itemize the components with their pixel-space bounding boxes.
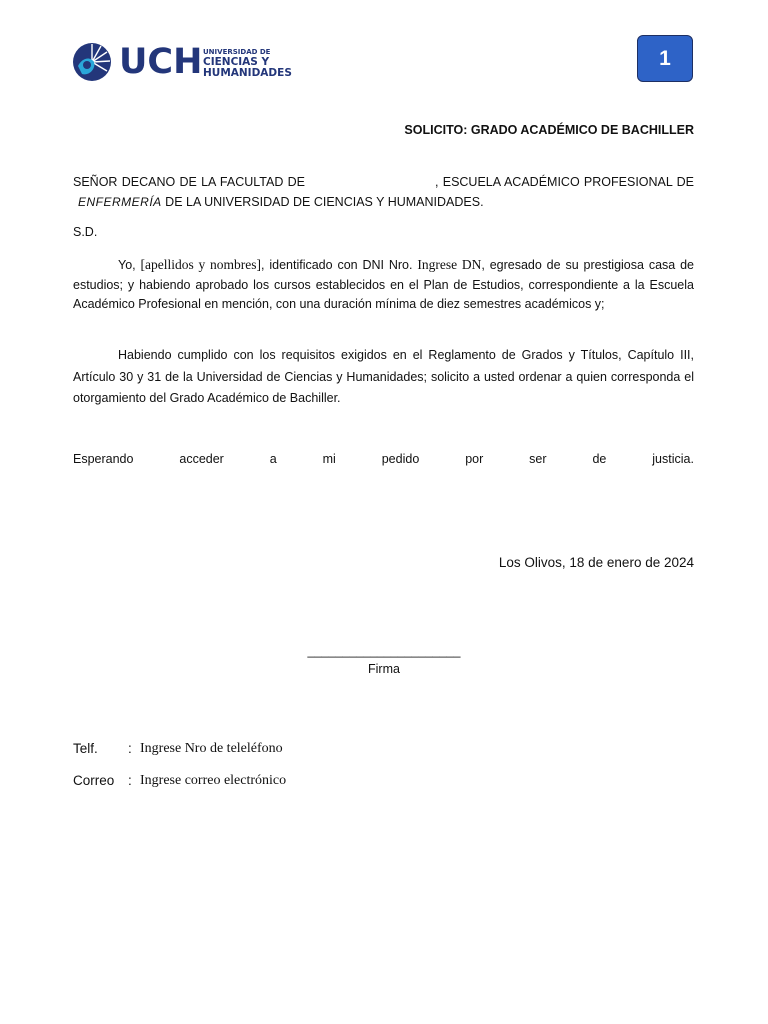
closing-word: justicia.: [652, 452, 694, 466]
addressee-paragraph: [73, 173, 694, 212]
body-paragraph-1: [73, 255, 694, 315]
addressee-text-b: , ESCUELA ACADÉMICO PROFESIONAL DE: [435, 175, 694, 189]
university-logo: [72, 42, 302, 86]
addressee-text-c: DE LA UNIVERSIDAD DE CIENCIAS Y HUMANIDADES.: [165, 194, 484, 209]
email-row: [73, 773, 286, 789]
phone-field[interactable]: Ingrese Nro de teleléfono: [140, 741, 283, 756]
phone-colon: :: [128, 741, 132, 756]
uch-logo-icon: [72, 42, 112, 82]
body-rest-text: , egresado de su prestigiosa casa de estudios; y habiendo aprobado los cursos establecidos en el Plan de Estudios, correspondiente a la Escuela Académico Profesional en mención, con una duración mínima de diez semestres académicos y;: [73, 258, 694, 311]
addressee-line-1: [73, 173, 694, 193]
addressee-line-2: [73, 193, 694, 213]
logo-line-3: HUMANIDADES: [203, 67, 292, 79]
email-field[interactable]: Ingrese correo electrónico: [140, 773, 287, 788]
email-colon: :: [128, 773, 132, 788]
date-line: Los Olivos, 18 de enero de 2024: [498, 555, 694, 570]
closing-word: mi: [322, 452, 336, 466]
document-title: SOLICITO: GRADO ACADÉMICO DE BACHILLER: [404, 123, 694, 137]
signature-line: ______________________: [307, 644, 461, 658]
closing-word: a: [269, 452, 277, 466]
yo-text: Yo,: [118, 258, 136, 272]
logo-abbreviation: UCH: [119, 42, 203, 82]
logo-line-2: CIENCIAS Y: [203, 56, 270, 68]
phone-label: Telf.: [73, 741, 98, 756]
logo-university-name: [203, 47, 292, 79]
closing-line: [73, 452, 694, 466]
body-paragraph-2: Habiendo cumplido con los requisitos exigidos en el Reglamento de Grados y Títulos, Capítulo III, Artículo 30 y 31 de la Universidad de Ciencias y Humanidades; solicito a usted ordenar a quien corresponda el otorgamiento del Grado Académico de Bachiller.: [73, 348, 694, 405]
signature-label: Firma: [368, 662, 400, 676]
page-number-badge: 1: [637, 35, 693, 82]
career-field[interactable]: ENFERMERÍA: [78, 194, 162, 209]
closing-word: por: [465, 452, 484, 466]
closing-word: acceder: [179, 452, 224, 466]
email-label: Correo: [73, 773, 115, 788]
closing-word: ser: [529, 452, 547, 466]
dni-text: , identificado con DNI Nro.: [261, 258, 413, 272]
addressee-text-a: SEÑOR DECANO DE LA FACULTAD DE: [73, 175, 305, 189]
salutation: S.D.: [73, 225, 98, 239]
name-field[interactable]: [apellidos y nombres]: [140, 257, 262, 272]
closing-word: pedido: [381, 452, 420, 466]
dni-field[interactable]: Ingrese DN: [417, 257, 482, 272]
phone-row: [73, 741, 283, 757]
closing-word: de: [592, 452, 607, 466]
logo-line-1: UNIVERSIDAD DE: [203, 48, 271, 56]
closing-word: Esperando: [73, 452, 134, 466]
